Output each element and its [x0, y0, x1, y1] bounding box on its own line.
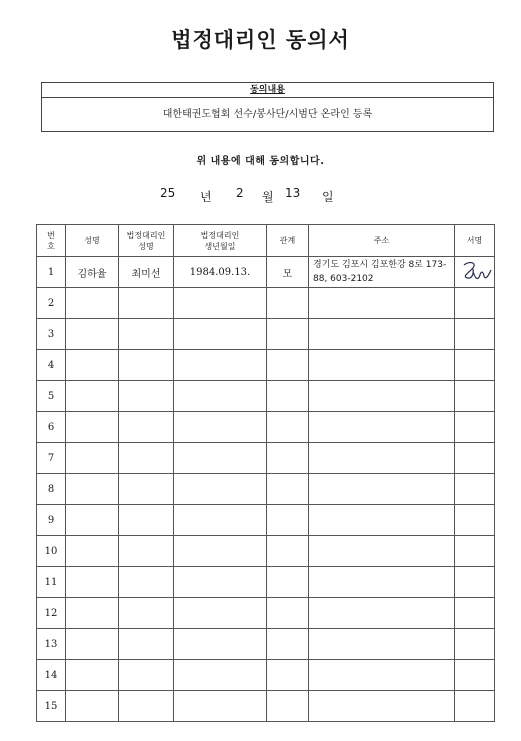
table-row	[37, 288, 495, 319]
table-row	[37, 536, 495, 567]
table-row	[37, 629, 495, 660]
guardian-name-cell: 최미선	[119, 257, 174, 288]
relation-cell	[267, 567, 309, 598]
guardian-consent-table	[36, 224, 495, 722]
address-cell	[309, 505, 455, 536]
row-number-cell: 1	[37, 257, 66, 288]
guardian-birthdate-cell	[174, 443, 267, 474]
guardian-name-cell	[119, 598, 174, 629]
signature-cell	[455, 660, 495, 691]
guardian-name-cell	[119, 474, 174, 505]
table-row	[37, 660, 495, 691]
consent-content-box	[41, 82, 494, 132]
relation-cell	[267, 505, 309, 536]
row-number-cell: 4	[37, 350, 66, 381]
address-cell: 경기도 김포시 김포한강 8로 173-88, 603-2102	[309, 257, 455, 288]
table-row	[37, 412, 495, 443]
date-year: 25	[160, 186, 176, 200]
agreement-statement: 위 내용에 대해 동의합니다.	[196, 156, 325, 167]
col-header-number: 번 호	[37, 225, 66, 257]
signature-cell	[455, 474, 495, 505]
signature-cell	[455, 567, 495, 598]
guardian-name-cell	[119, 412, 174, 443]
guardian-name-cell	[119, 691, 174, 722]
member-name-cell	[66, 350, 119, 381]
signature-cell	[455, 598, 495, 629]
member-name-cell	[66, 288, 119, 319]
guardian-name-cell	[119, 660, 174, 691]
member-name-cell	[66, 660, 119, 691]
member-name-cell	[66, 443, 119, 474]
table-row	[37, 474, 495, 505]
address-cell	[309, 567, 455, 598]
address-cell	[309, 598, 455, 629]
relation-cell: 모	[267, 257, 309, 288]
address-cell	[309, 319, 455, 350]
table-row	[37, 350, 495, 381]
address-cell	[309, 288, 455, 319]
guardian-birthdate-cell	[174, 536, 267, 567]
relation-cell	[267, 536, 309, 567]
signature-cell	[455, 319, 495, 350]
guardian-name-cell	[119, 381, 174, 412]
row-number-cell: 15	[37, 691, 66, 722]
guardian-name-cell	[119, 505, 174, 536]
address-cell	[309, 381, 455, 412]
guardian-birthdate-cell: 1984.09.13.	[174, 257, 267, 288]
member-name-cell	[66, 629, 119, 660]
member-name-cell	[66, 536, 119, 567]
relation-cell	[267, 350, 309, 381]
address-cell	[309, 536, 455, 567]
address-cell	[309, 629, 455, 660]
signature-cell	[455, 257, 495, 288]
address-cell	[309, 443, 455, 474]
col-header-relation: 관계	[267, 225, 309, 257]
guardian-birthdate-cell	[174, 474, 267, 505]
signature-cell	[455, 412, 495, 443]
guardian-name-cell	[119, 536, 174, 567]
date-day-unit: 일	[322, 190, 334, 204]
guardian-name-cell	[119, 288, 174, 319]
signature-cell	[455, 350, 495, 381]
address-cell	[309, 691, 455, 722]
guardian-birthdate-cell	[174, 319, 267, 350]
member-name-cell	[66, 474, 119, 505]
row-number-cell: 12	[37, 598, 66, 629]
date-day: 13	[285, 186, 301, 200]
relation-cell	[267, 474, 309, 505]
table-row	[37, 443, 495, 474]
row-number-cell: 9	[37, 505, 66, 536]
member-name-cell	[66, 567, 119, 598]
col-header-guardian-name: 법정대리인 성명	[119, 225, 174, 257]
table-row	[37, 505, 495, 536]
address-cell	[309, 350, 455, 381]
table-header-row	[37, 225, 495, 257]
guardian-name-cell	[119, 319, 174, 350]
row-number-cell: 3	[37, 319, 66, 350]
row-number-cell: 8	[37, 474, 66, 505]
guardian-birthdate-cell	[174, 567, 267, 598]
relation-cell	[267, 381, 309, 412]
row-number-cell: 14	[37, 660, 66, 691]
table-row	[37, 598, 495, 629]
table-row	[37, 691, 495, 722]
date-year-unit: 년	[200, 190, 212, 204]
relation-cell	[267, 412, 309, 443]
table-row	[37, 567, 495, 598]
signature-cell	[455, 443, 495, 474]
table-row	[37, 319, 495, 350]
row-number-cell: 6	[37, 412, 66, 443]
guardian-name-cell	[119, 350, 174, 381]
signature-cell	[455, 288, 495, 319]
guardian-birthdate-cell	[174, 350, 267, 381]
guardian-birthdate-cell	[174, 691, 267, 722]
address-cell	[309, 474, 455, 505]
col-header-name: 성명	[66, 225, 119, 257]
guardian-birthdate-cell	[174, 381, 267, 412]
col-header-guardian-birth: 법정대리인 생년월일	[174, 225, 267, 257]
guardian-birthdate-cell	[174, 505, 267, 536]
relation-cell	[267, 629, 309, 660]
signature-cell	[455, 505, 495, 536]
guardian-name-cell	[119, 629, 174, 660]
member-name-cell	[66, 381, 119, 412]
signature-cell	[455, 691, 495, 722]
consent-content-header	[42, 83, 493, 98]
signature-cell	[455, 629, 495, 660]
relation-cell	[267, 660, 309, 691]
date-month-unit: 월	[262, 190, 274, 204]
col-header-address: 주소	[309, 225, 455, 257]
table-row	[37, 381, 495, 412]
signature-cell	[455, 536, 495, 567]
relation-cell	[267, 288, 309, 319]
table-row	[37, 257, 495, 288]
guardian-birthdate-cell	[174, 288, 267, 319]
relation-cell	[267, 598, 309, 629]
signature-cell	[455, 381, 495, 412]
member-name-cell: 김하율	[66, 257, 119, 288]
row-number-cell: 10	[37, 536, 66, 567]
row-number-cell: 13	[37, 629, 66, 660]
row-number-cell: 5	[37, 381, 66, 412]
member-name-cell	[66, 319, 119, 350]
row-number-cell: 7	[37, 443, 66, 474]
relation-cell	[267, 443, 309, 474]
guardian-birthdate-cell	[174, 629, 267, 660]
relation-cell	[267, 319, 309, 350]
member-name-cell	[66, 691, 119, 722]
date-month: 2	[236, 186, 244, 200]
member-name-cell	[66, 598, 119, 629]
col-header-signature: 서명	[455, 225, 495, 257]
member-name-cell	[66, 412, 119, 443]
handwritten-signature	[458, 259, 492, 285]
guardian-name-cell	[119, 567, 174, 598]
guardian-birthdate-cell	[174, 412, 267, 443]
row-number-cell: 2	[37, 288, 66, 319]
consent-content-text: 대한태권도협회 선수/봉사단/시범단 온라인 등록	[162, 109, 373, 120]
address-cell	[309, 412, 455, 443]
address-cell	[309, 660, 455, 691]
relation-cell	[267, 691, 309, 722]
member-name-cell	[66, 505, 119, 536]
guardian-birthdate-cell	[174, 598, 267, 629]
guardian-name-cell	[119, 443, 174, 474]
guardian-birthdate-cell	[174, 660, 267, 691]
consent-content-label: 동의내용	[250, 85, 285, 95]
row-number-cell: 11	[37, 567, 66, 598]
document-title: 법정대리인 동의서	[171, 28, 350, 52]
